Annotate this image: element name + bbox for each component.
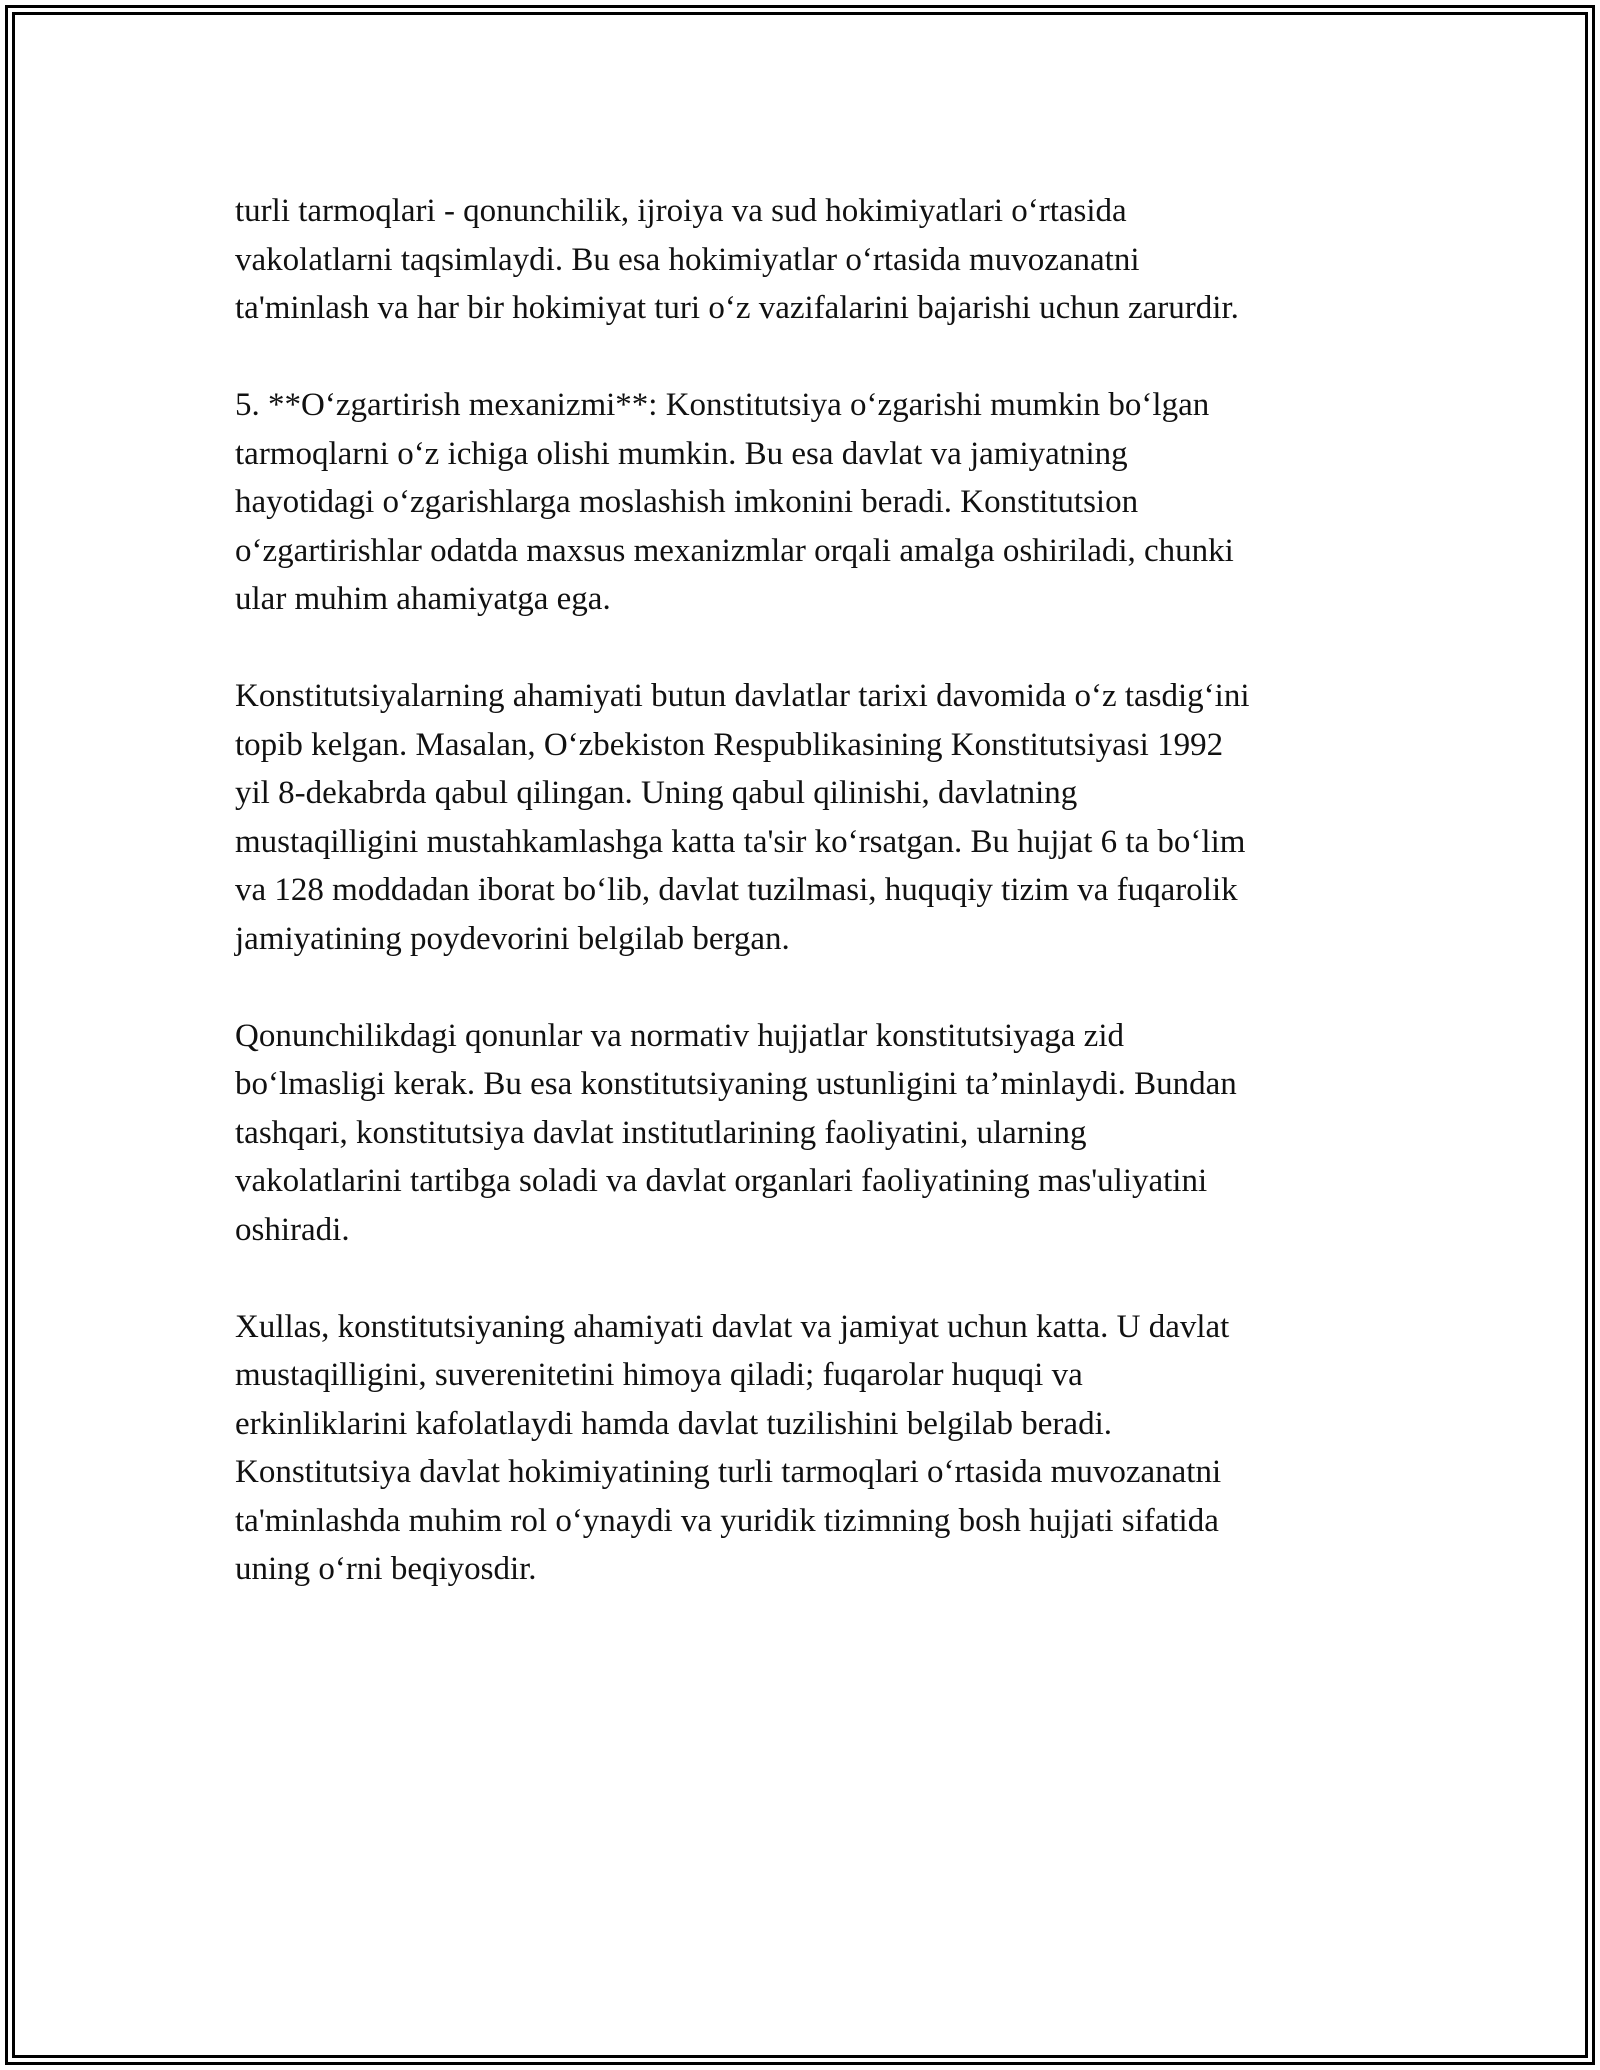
document-body: [235, 187, 1370, 1642]
paragraph-historical-significance: Konstitutsiyalarning ahamiyati butun davlatlar tarixi davomida o‘z tasdig‘ini topib kelgan. Masalan, O‘zbekiston Respublikasining Konstitutsiyasi 1992 yil 8-dekabrda qabul qilingan. Uning qabul qilinishi, davlatning mustaqilligini mustahkamlashga katta ta'sir ko‘rsatgan. Bu hujjat 6 ta bo‘lim va 128 moddadan iborat bo‘lib, davlat tuzilmasi, huquqiy tizim va fuqarolik jamiyatining poydevorini belgilab bergan.: [235, 678, 1250, 957]
paragraph-conclusion: Xullas, konstitutsiyaning ahamiyati davlat va jamiyat uchun katta. U davlat mustaqilligini, suverenitetini himoya qiladi; fuqarolar huquqi va erkinliklarini kafolatlaydi hamda davlat tuzilishini belgilab beradi. Konstitutsiya davlat hokimiyatining turli tarmoqlari o‘rtasida muvozanatni ta'minlashda muhim rol o‘ynaydi va yuridik tizimning bosh hujjati sifatida uning o‘rni beqiyosdir.: [235, 1308, 1230, 1587]
paragraph-supremacy-of-constitution: Qonunchilikdagi qonunlar va normativ hujjatlar konstitutsiyaga zid bo‘lmasligi kerak. Bu esa konstitutsiyaning ustunligini ta’minlaydi. Bundan tashqari, konstitutsiya davlat institutlarining faoliyatini, ularning vakolatlarini tartibga soladi va davlat organlari faoliyatining mas'uliyatini oshiradi.: [235, 1017, 1237, 1248]
paragraph-amendment-mechanism: 5. **O‘zgartirish mexanizmi**: Konstitutsiya o‘zgarishi mumkin bo‘lgan tarmoqlarni o‘z ichiga olishi mumkin. Bu esa davlat va jamiyatning hayotidagi o‘zgarishlarga moslashish imkonini beradi. Konstitutsion o‘zgartirishlar odatda maxsus mexanizmlar orqali amalga oshiriladi, chunki ular muhim ahamiyatga ega.: [235, 387, 1234, 617]
paragraph-separation-of-powers: turli tarmoqlari - qonunchilik, ijroiya va sud hokimiyatlari o‘rtasida vakolatlarni taqsimlaydi. Bu esa hokimiyatlar o‘rtasida muvozanatni ta'minlash va har bir hokimiyat turi o‘z vazifalarini bajarishi uchun zarurdir.: [235, 193, 1239, 326]
